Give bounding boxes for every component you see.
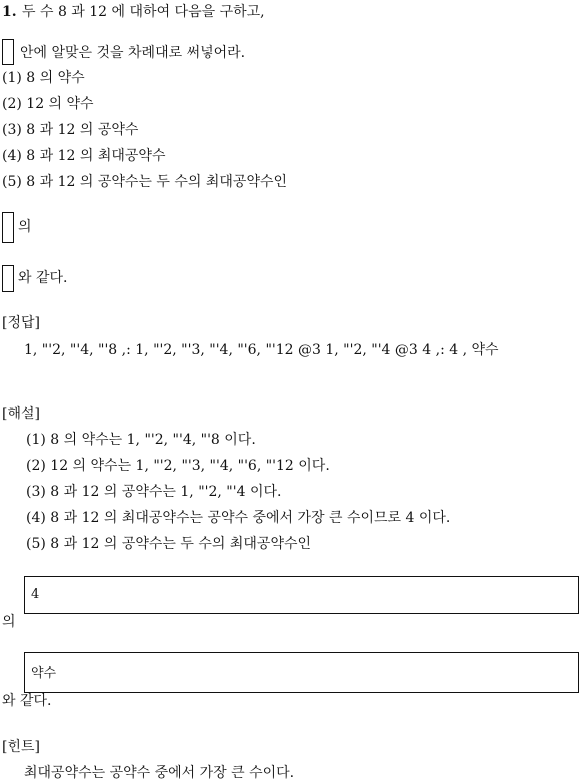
- question-item-2: (2) 12 의 약수: [2, 96, 94, 112]
- question-intro: 두 수 8 과 12 에 대하여 다음을 구하고,: [22, 4, 265, 20]
- after-box-2: 와 같다.: [2, 693, 52, 709]
- answer-text: 1, "'2, "'4, "'8 ,: 1, "'2, "'3, "'4, "'6, "'12 @3 1, "'2, "'4 @3 4 ,: 4 , 약수: [24, 342, 499, 358]
- explanation-item-3: (3) 8 과 12 의 공약수는 1, "'2, "'4 이다.: [26, 484, 282, 500]
- blank-suffix-1: 의: [18, 219, 32, 235]
- question-item-5: (5) 8 과 12 의 공약수는 두 수의 최대공약수인: [2, 174, 288, 190]
- answer-box-1-value: 4: [31, 587, 40, 602]
- answer-label: [정답]: [2, 315, 40, 331]
- blank-box: [2, 39, 14, 65]
- blank-suffix-2: 와 같다.: [18, 270, 68, 286]
- question-instruction: 안에 알맞은 것을 차례대로 써넣어라.: [20, 45, 246, 61]
- question-item-3: (3) 8 과 12 의 공약수: [2, 122, 139, 138]
- answer-box-2-value: 약수: [31, 666, 57, 681]
- explanation-item-2: (2) 12 의 약수는 1, "'2, "'3, "'4, "'6, "'12 이다.: [26, 458, 330, 474]
- hint-text: 최대공약수는 공약수 중에서 가장 큰 수이다.: [24, 765, 295, 781]
- question-number: 1.: [2, 4, 17, 20]
- blank-box: [2, 265, 14, 292]
- explanation-item-4: (4) 8 과 12 의 최대공약수는 공약수 중에서 가장 큰 수이므로 4 이다.: [26, 510, 451, 526]
- explanation-item-5: (5) 8 과 12 의 공약수는 두 수의 최대공약수인: [26, 536, 312, 552]
- hint-label: [힌트]: [2, 739, 40, 755]
- blank-box: [2, 212, 14, 243]
- question-item-1: (1) 8 의 약수: [2, 70, 85, 86]
- answer-box-1: [24, 576, 579, 614]
- question-item-4: (4) 8 과 12 의 최대공약수: [2, 148, 166, 164]
- after-box-1: 의: [2, 614, 16, 630]
- explanation-item-1: (1) 8 의 약수는 1, "'2, "'4, "'8 이다.: [26, 432, 256, 448]
- explanation-label: [해설]: [2, 406, 40, 422]
- answer-box-2: [24, 652, 579, 693]
